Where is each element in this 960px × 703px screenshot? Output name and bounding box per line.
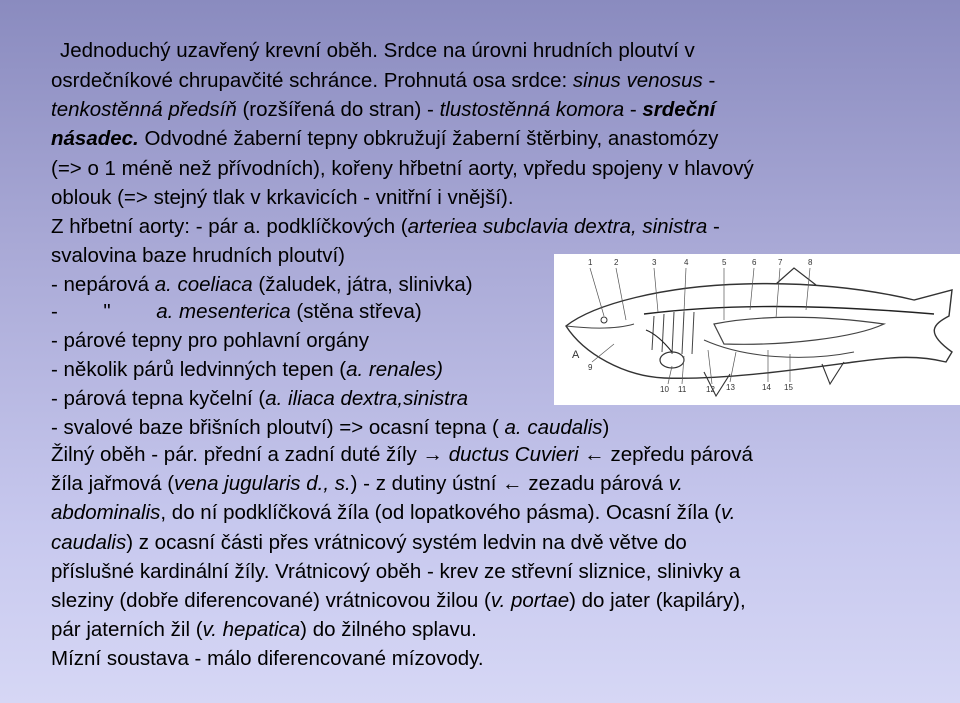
label-number-6: 6 — [752, 258, 757, 267]
shark-body-outline — [566, 284, 952, 379]
text-line-13: - párová tepna kyčelní (a. iliaca dextra,sinistra — [51, 387, 469, 410]
text-line-15: Žilný oběh - pár. přední a zadní duté žíly → ductus Cuvieri ← zepředu párová — [51, 443, 753, 466]
label-number-2: 2 — [614, 258, 619, 267]
text-line-3: tenkostěnná předsíň (rozšířená do stran) - tlustostěnná komora - srdeční — [51, 98, 716, 121]
text-line-21: pár jaterních žil (v. hepatica) do žilného splavu. — [51, 618, 477, 641]
shark-drawing — [554, 254, 960, 405]
text-line-9: - nepárová a. coeliaca (žaludek, játra, slinivka) — [51, 273, 473, 296]
label-number-4: 4 — [684, 258, 689, 267]
text-line-6: oblouk (=> stejný tlak v krkavicích - vnitřní i vnější). — [51, 186, 514, 209]
ventral-vessel — [646, 330, 672, 352]
label-number-14: 14 — [762, 383, 771, 392]
text-line-5: (=> o 1 méně než přívodních), kořeny hřbetní aorty, vpředu spojeny v hlavový — [51, 157, 754, 180]
eye — [601, 317, 607, 323]
text-line-19: příslušné kardinální žíly. Vrátnicový oběh - krev ze střevní sliznice, slinivky a — [51, 560, 741, 583]
label-a: A — [572, 349, 580, 361]
label-number-12: 12 — [706, 385, 715, 394]
heart-shape — [660, 352, 684, 368]
label-number-11: 11 — [678, 385, 687, 394]
text-line-14: - svalové baze břišních ploutví) => ocasní tepna ( a. caudalis) — [51, 416, 610, 439]
text-line-16: žíla jařmová (vena jugularis d., s.) - z dutiny ústní ← zezadu párová v. — [51, 472, 683, 495]
text-line-7: Z hřbetní aorty: - pár a. podklíčkových (arteriea subclavia dextra, sinistra - — [51, 215, 720, 238]
label-number-9: 9 — [588, 363, 593, 372]
label-number-5: 5 — [722, 258, 727, 267]
label-number-8: 8 — [808, 258, 813, 267]
text-line-18: caudalis) z ocasní části přes vrátnicový systém ledvin na dvě větve do — [51, 531, 687, 554]
label-number-3: 3 — [652, 258, 657, 267]
label-number-1: 1 — [588, 258, 593, 267]
text-line-8: svalovina baze hrudních ploutví) — [51, 244, 346, 267]
text-line-1: Jednoduchý uzavřený krevní oběh. Srdce na úrovni hrudních ploutví v — [60, 39, 695, 62]
text-line-12: - několik párů ledvinných tepen (a. renales) — [51, 358, 443, 381]
text-line-17: abdominalis, do ní podklíčková žíla (od lopatkového pásma). Ocasní žíla (v. — [51, 501, 736, 524]
liver — [704, 340, 854, 357]
label-number-13: 13 — [726, 383, 735, 392]
intestine — [714, 317, 884, 344]
label-number-10: 10 — [660, 385, 669, 394]
label-number-7: 7 — [778, 258, 783, 267]
text-line-10: - " a. mesenterica (stěna střeva) — [51, 300, 422, 323]
dorsal-aorta — [644, 307, 934, 315]
shark-circulation-figure — [554, 254, 960, 405]
text-line-22: Mízní soustava - málo diferencované mízovody. — [51, 647, 484, 670]
gill-slits — [652, 312, 694, 354]
label-number-15: 15 — [784, 383, 793, 392]
text-line-2: osrdečníkové chrupavčité schránce. Prohnutá osa srdce: sinus venosus - — [51, 69, 716, 92]
text-line-20: sleziny (dobře diferencované) vrátnicovou žilou (v. portae) do jater (kapiláry), — [51, 589, 746, 612]
text-line-11: - párové tepny pro pohlavní orgány — [51, 329, 369, 352]
snout-line — [566, 324, 634, 328]
text-line-4: násadec. Odvodné žaberní tepny obkružují žaberní štěrbiny, anastomózy — [51, 127, 719, 150]
